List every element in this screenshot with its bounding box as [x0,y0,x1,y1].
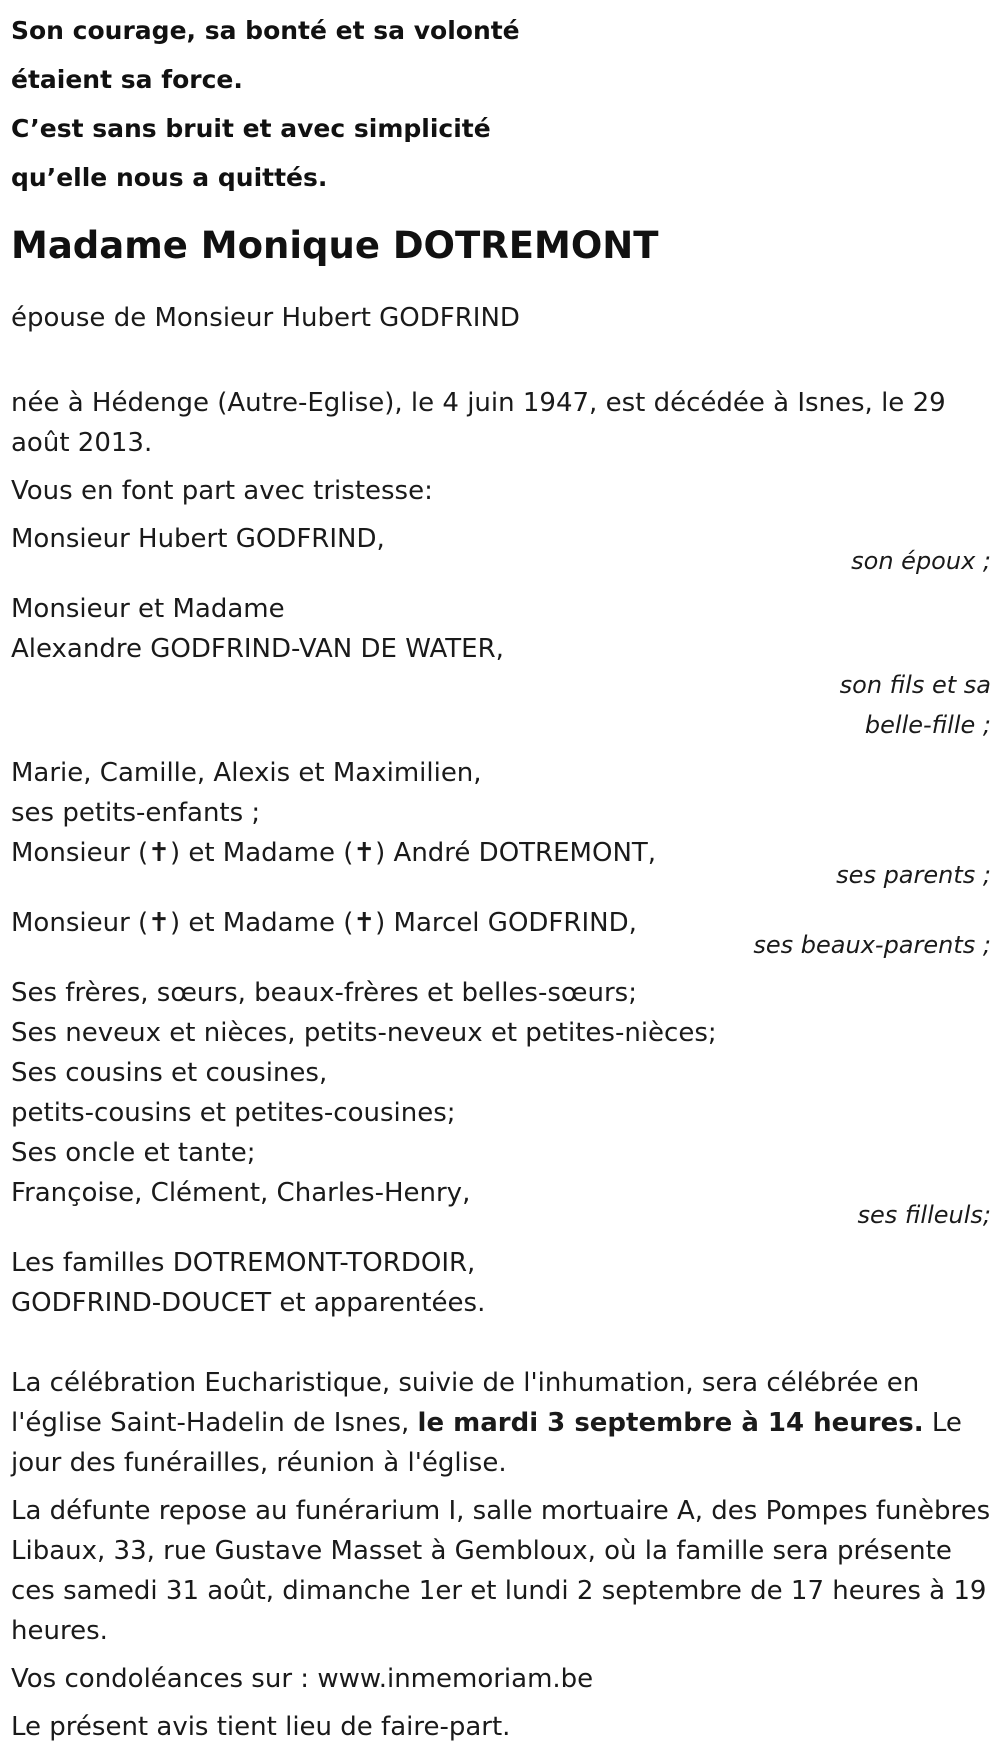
family-entry-line: Ses frères, sœurs, beaux-frères et belles-sœurs; [11,978,637,1008]
family-entry-line: petits-cousins et petites-cousines; [11,1098,456,1128]
family-entry-line: Monsieur (✝) et Madame (✝) André DOTREMONT, [11,838,657,868]
family-entry-line: ses petits-enfants ; [11,798,261,828]
notice-line: Le présent avis tient lieu de faire-part. [11,1712,511,1742]
ceremony-date: le mardi 3 septembre à 14 heures. [417,1408,924,1438]
family-entry-line: Les familles DOTREMONT-TORDOIR, [11,1248,476,1278]
role-text: son époux ; [851,547,991,575]
family-entry-relatives [11,973,991,1213]
family-entry-son [11,589,991,669]
announcement-line: Vous en font part avec tristesse: [11,476,433,506]
epigraph-line: Son courage, sa bonté et sa volonté [11,16,520,45]
spouse-line: épouse de Monsieur Hubert GODFRIND [11,303,520,333]
family-entry-families [11,1243,991,1323]
family-entry-line: Monsieur (✝) et Madame (✝) Marcel GODFRIND, [11,908,637,938]
birth-death-line: née à Hédenge (Autre-Eglise), le 4 juin 1947, est décédée à Isnes, le 29 août 2013. [11,388,946,458]
epigraph-line: qu’elle nous a quittés. [11,163,328,192]
family-entry-line: Ses neveux et nièces, petits-neveux et petites-nièces; [11,1018,717,1048]
role-text: ses parents ; [836,861,991,889]
family-role-son [11,665,991,745]
repose-paragraph: La défunte repose au funérarium I, salle mortuaire A, des Pompes funèbres Libaux, 33, rue Gustave Masset à Gembloux, où la famille sera présente ces samedi 31 août, dimanche 1er et lundi 2 septembre de 17 heures à 19 heures. [11,1496,991,1646]
deceased-name: Madame Monique DOTREMONT [11,224,659,267]
family-entry-line: Marie, Camille, Alexis et Maximilien, [11,758,482,788]
role-text: ses beaux-parents ; [753,931,991,959]
family-entry-line: Alexandre GODFRIND-VAN DE WATER, [11,634,504,664]
ceremony-text: La célébration Eucharistique, suivie de l'inhumation, sera célébrée en l'église Saint-Hadelin de Isnes, [11,1368,920,1438]
ceremony-paragraph [11,1363,991,1483]
condolences-line: Vos condoléances sur : www.inmemoriam.be [11,1664,594,1694]
obituary-page [11,0,991,1747]
family-entry-line: Ses cousins et cousines, [11,1058,328,1088]
epigraph [11,6,991,202]
role-text: son fils et sa [839,671,991,699]
ceremony-text-end: Le jour des funérailles, réunion à l'église. [11,1408,962,1478]
family-entry-line: Françoise, Clément, Charles-Henry, [11,1178,471,1208]
role-text: ses filleuls; [857,1201,991,1229]
family-entry-line: Ses oncle et tante; [11,1138,256,1168]
family-entry-line: Monsieur et Madame [11,594,285,624]
role-text: belle-fille ; [864,711,991,739]
family-entry-line: GODFRIND-DOUCET et apparentées. [11,1288,486,1318]
epigraph-line: C’est sans bruit et avec simplicité [11,114,491,143]
family-entry-line: Monsieur Hubert GODFRIND, [11,524,385,554]
epigraph-line: étaient sa force. [11,65,243,94]
family-entry-grandchildren [11,753,991,833]
